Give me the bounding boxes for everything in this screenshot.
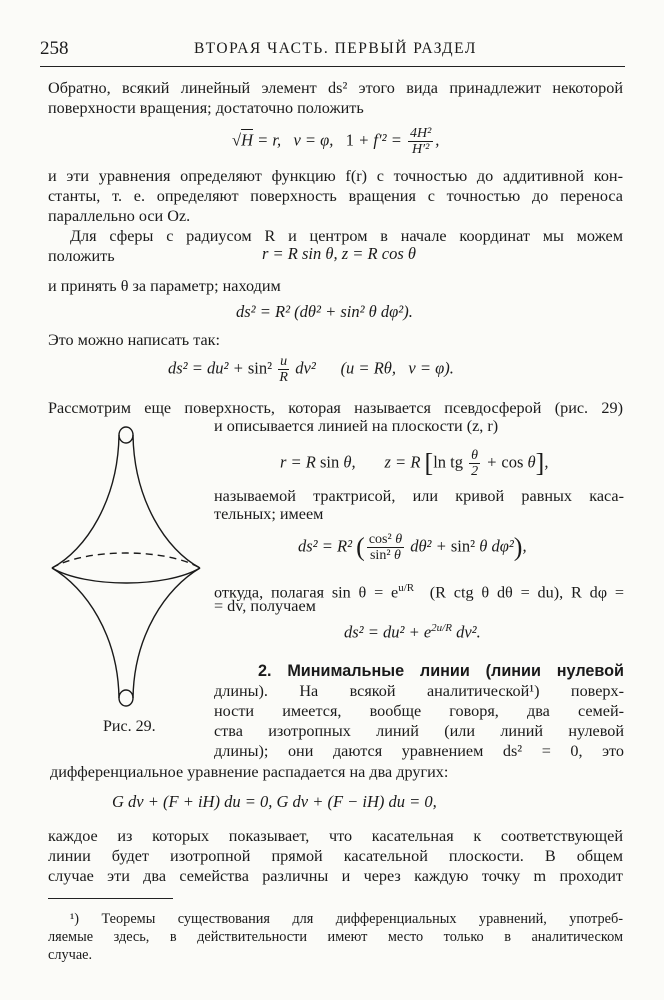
- text-line: параллельно оси Oz.: [48, 207, 191, 225]
- equation-4: ds² = du² + sin² $\frac{u}{R}$ dv² (u = Rθ, v = φ).: [168, 354, 454, 385]
- text-line: станты, т. е. определяют поверхность вращения с точностью до переноса: [48, 187, 623, 205]
- text-line: каждое из которых показывает, что касательная к соответствующей: [48, 827, 623, 845]
- text-line: длины); они даются уравнением ds² = 0, это: [214, 742, 624, 760]
- equation-1: √H = r, v = φ, 1 + f′² = $\frac{\text{4H²}}{\text{H′²}}$ ,: [232, 126, 440, 157]
- figure-caption: Рис. 29.: [103, 718, 156, 735]
- text-line: ства изотропных линий (или линий нулевой: [214, 722, 624, 740]
- text-line: откуда, полагая $\sin \theta = e^{u/R}$ (R ctg θ dθ = du), R dφ =: [214, 582, 624, 602]
- pseudosphere-figure: [46, 420, 206, 715]
- text-line: линии будет изотропной прямой касательной плоскости. В общем: [48, 847, 623, 865]
- equation-5: r = R sin θ, z = R [ln tg $\frac{\theta}{2}$ + cos θ],: [280, 448, 549, 479]
- footnote-line: ляемые здесь, в действительности имеют место только в аналитическом: [48, 929, 623, 945]
- text-line: дифференциальное уравнение распадается на два других:: [50, 763, 449, 781]
- text-line: положить: [48, 247, 115, 265]
- text-line: Это можно написать так:: [48, 331, 221, 349]
- text-line: длины). На всякой аналитической¹) поверх-: [214, 682, 624, 700]
- equation-6: ds² = R² ( $\frac{\text{cos² θ}}{\text{sin² θ}}$ dθ² + sin² θ dφ²),: [298, 532, 527, 563]
- equation-2: r = R sin θ, z = R cos θ: [262, 244, 416, 263]
- bottom-cap: [119, 690, 133, 706]
- section-heading: 2. Минимальные линии (линии нулевой: [258, 662, 624, 680]
- text-line: и эти уравнения определяют функцию f(r) с точностью до аддитивной кон-: [48, 167, 623, 185]
- text-line: и описывается линией на плоскости (z, r): [214, 417, 499, 435]
- top-cap: [119, 427, 133, 443]
- text-line: Для сферы с радиусом R и центром в начале координат мы можем: [70, 227, 623, 245]
- right-lower-curve: [133, 568, 200, 698]
- left-lower-curve: [52, 568, 119, 698]
- header-rule: [40, 66, 625, 67]
- right-upper-curve: [133, 435, 200, 568]
- footnote-rule: [48, 898, 173, 899]
- text-line: = dv, получаем: [214, 597, 316, 615]
- left-upper-curve: [52, 435, 119, 568]
- text-line: ности имеется, вообще говоря, два семей-: [214, 702, 624, 720]
- text-line: Обратно, всякий линейный элемент ds² этого вида принадлежит некоторой: [48, 79, 623, 97]
- page-number: 258: [40, 38, 69, 59]
- equator-back: [52, 553, 200, 568]
- running-title: ВТОРАЯ ЧАСТЬ. ПЕРВЫЙ РАЗДЕЛ: [194, 40, 477, 57]
- equation-8: G dv + (F + iH) du = 0, G dv + (F − iH) du = 0,: [112, 792, 437, 811]
- text-line: и принять θ за параметр; находим: [48, 277, 281, 295]
- text-line: Рассмотрим еще поверхность, которая называется псевдосферой (рис. 29): [48, 399, 623, 417]
- footnote-line: случае.: [48, 947, 93, 963]
- text-line: тельных; имеем: [214, 505, 324, 523]
- text-line: случае эти два семейства различны и через каждую точку m проходит: [48, 867, 623, 885]
- text-line: поверхности вращения; достаточно положить: [48, 99, 364, 117]
- equation-3: ds² = R² (dθ² + sin² θ dφ²).: [236, 302, 413, 321]
- footnote-line: ¹) Теоремы существования для дифференциальных уравнений, употреб-: [70, 911, 623, 927]
- equator-front: [52, 568, 200, 583]
- equation-7: $ds^2 = du^2 + e^{2u/R}$ dv².: [344, 622, 481, 642]
- text-line: называемой трактрисой, или кривой равных каса-: [214, 487, 624, 505]
